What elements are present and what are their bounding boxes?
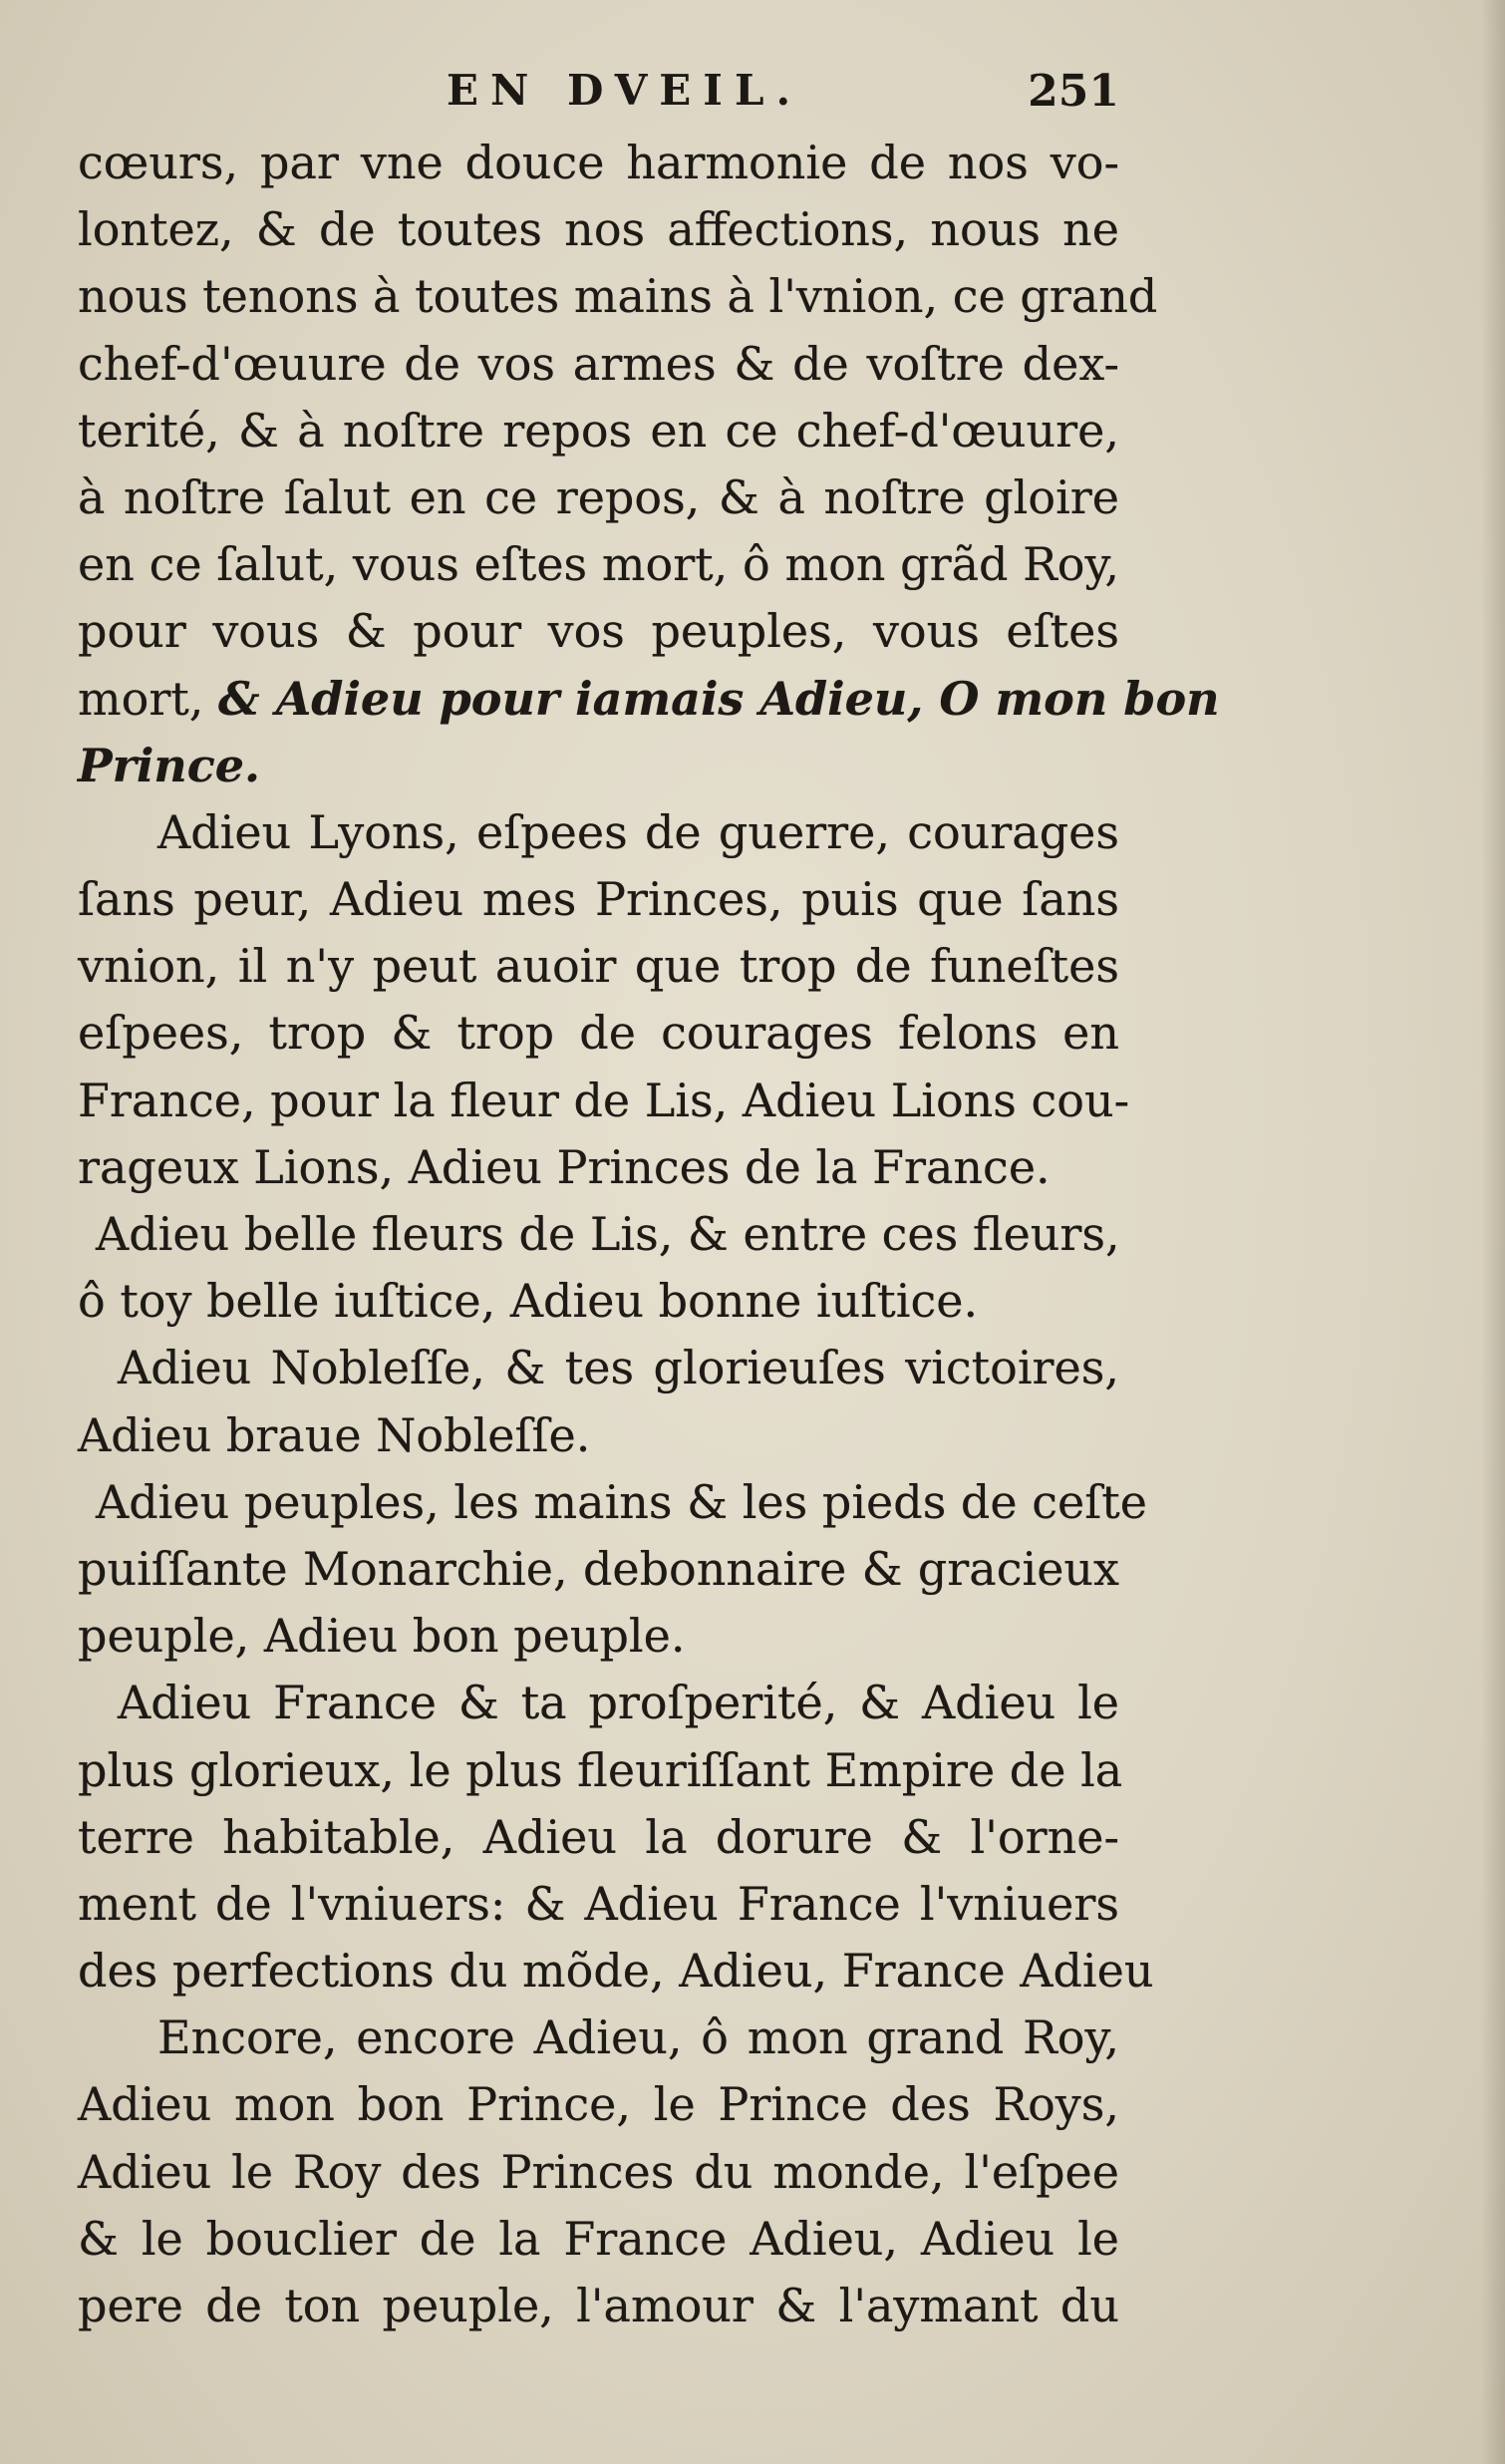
body-text xyxy=(78,130,1220,2339)
running-head: EN DVEIL. xyxy=(447,66,803,115)
text-line: Encore, encore Adieu, ô mon grand Roy, xyxy=(157,2010,1119,2065)
italic-farewell: & Adieu pour iamais Adieu, O mon bon xyxy=(218,671,1220,726)
text-line: mort, & Adieu pour iamais Adieu, O mon bon xyxy=(78,671,1220,726)
text-line: cœurs, par vne douce harmonie de nos vo- xyxy=(78,136,1119,189)
text-line: chef-d'œuure de vos armes & de voſtre dex- xyxy=(78,336,1119,391)
text-line: pere de ton peuple, l'amour & l'aymant du xyxy=(78,2279,1119,2332)
text-line: vnion, il n'y peut auoir que trop de funeſtes xyxy=(78,939,1119,994)
page-number: 251 xyxy=(1028,66,1119,117)
text-line: Adieu Lyons, eſpees de guerre, courages xyxy=(157,804,1119,859)
text-line: ô toy belle iuſtice, Adieu bonne iuſtice. xyxy=(78,1274,979,1329)
text-line: nous tenons à toutes mains à l'vnion, ce grand xyxy=(78,269,1158,324)
page-header xyxy=(78,58,1119,128)
page-gutter-shadow xyxy=(1481,0,1505,2464)
text-line: Adieu le Roy des Princes du monde, l'eſpee xyxy=(78,2144,1119,2199)
text-line: Adieu mon bon Prince, le Prince des Roys, xyxy=(78,2077,1119,2132)
text-line: terre habitable, Adieu la dorure & l'orne- xyxy=(78,1809,1119,1864)
text-line: France, pour la fleur de Lis, Adieu Lions cou- xyxy=(78,1073,1130,1127)
text-line: ſans peur, Adieu mes Princes, puis que ſans xyxy=(78,872,1119,927)
text-line: Adieu peuples, les mains & les pieds de ceſte xyxy=(96,1474,1147,1529)
text-line: pour vous & pour vos peuples, vous eſtes xyxy=(78,604,1119,659)
text-line: rageux Lions, Adieu Princes de la France. xyxy=(78,1139,1051,1194)
text-line: Adieu belle fleurs de Lis, & entre ces fleurs, xyxy=(96,1207,1120,1261)
text-line: Adieu braue Nobleſſe. xyxy=(78,1407,591,1462)
text-line: des perfections du mõde, Adieu, France Adieu xyxy=(78,1944,1154,1999)
text-line: Adieu France & ta proſperité, & Adieu le xyxy=(118,1676,1119,1730)
text-line: ment de l'vniuers: & Adieu France l'vniuers xyxy=(78,1876,1119,1931)
text-line: en ce ſalut, vous eſtes mort, ô mon grãd Roy, xyxy=(78,537,1119,592)
text-line: plus glorieux, le plus fleuriſſant Empire de la xyxy=(78,1742,1123,1797)
text-line: lontez, & de toutes nos affections, nous ne xyxy=(78,202,1119,257)
text-line: puiſſante Monarchie, debonnaire & gracieux xyxy=(78,1541,1119,1596)
text-line: à noſtre ſalut en ce repos, & à noſtre gloire xyxy=(78,469,1119,524)
text-line: Prince. xyxy=(78,738,261,792)
text-line: & le bouclier de la France Adieu, Adieu le xyxy=(78,2211,1119,2266)
text-line: Adieu Nobleſſe, & tes glorieuſes victoires, xyxy=(118,1341,1119,1395)
text-line: terité, & à noſtre repos en ce chef-d'œuure, xyxy=(78,403,1119,458)
text-line: peuple, Adieu bon peuple. xyxy=(78,1609,686,1664)
text-line: eſpees, trop & trop de courages felons en xyxy=(78,1006,1119,1061)
